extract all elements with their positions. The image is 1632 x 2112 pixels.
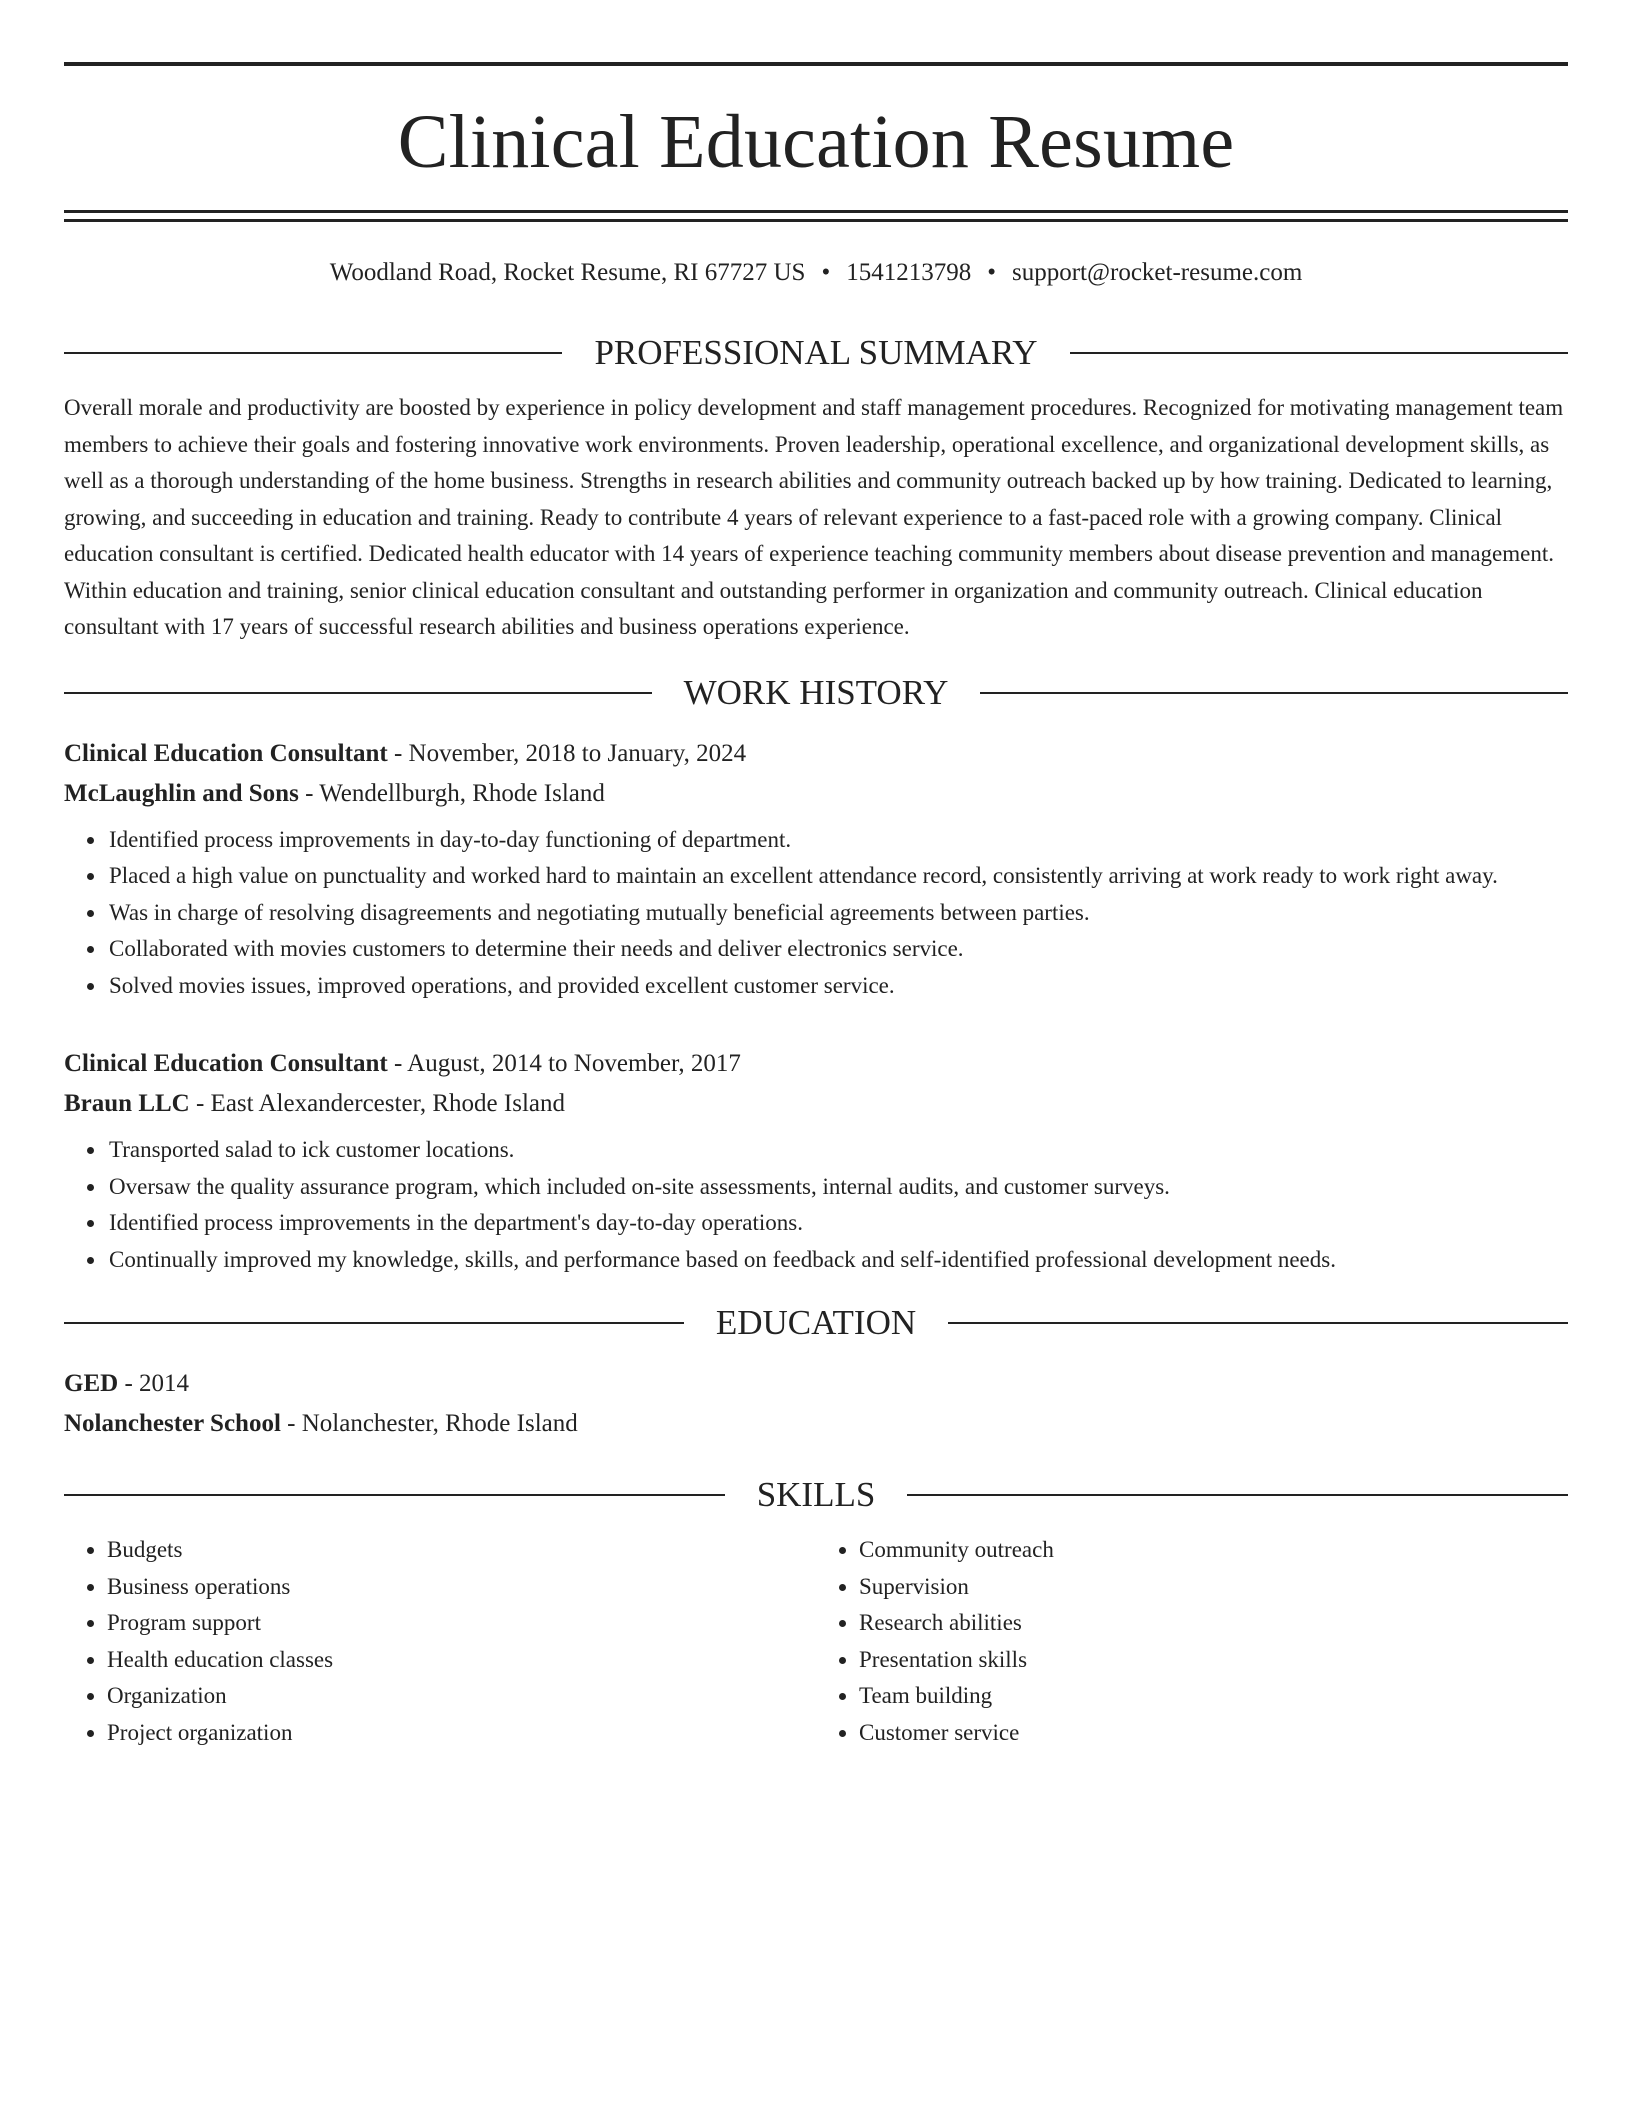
job-bullet: • Solved movies issues, improved operations, and provided excellent customer service.	[107, 968, 1568, 1005]
skill-item: • Community outreach	[859, 1532, 1568, 1569]
work-section-heading	[64, 672, 1568, 714]
job-entry-1	[64, 734, 1568, 1005]
heading-rule-left	[64, 352, 562, 354]
job-title-line	[64, 734, 1568, 774]
contact-separator: •	[821, 259, 831, 286]
skill-item: • Supervision	[859, 1569, 1568, 1606]
skill-item: • Project organization	[107, 1715, 816, 1752]
skills-heading: SKILLS	[756, 1475, 876, 1514]
skill-item: • Program support	[107, 1605, 816, 1642]
heading-rule-left	[64, 1494, 725, 1496]
job-dates: - August, 2014 to November, 2017	[387, 1050, 741, 1077]
title-rule-lower	[64, 219, 1568, 222]
job-bullet: • Continually improved my knowledge, skills, and performance based on feedback and self-identified professional development needs.	[107, 1242, 1568, 1279]
job-bullets	[64, 822, 1568, 1005]
school-line	[64, 1404, 1568, 1444]
summary-text: Overall morale and productivity are boosted by experience in policy development and staff management procedures. Recognized for motivating management team members to achieve their goals and fostering innovative work environments. Proven leadership, operational excellence, and organizational development skills, as well as a thorough understanding of the home business. Strengths in research abilities and community outreach backed up by how training. Dedicated to learning, growing, and succeeding in education and training. Ready to contribute 4 years of relevant experience to a fast-paced role with a growing company. Clinical education consultant is certified. Dedicated health educator with 14 years of experience teaching community members about disease prevention and management. Within education and training, senior clinical education consultant and outstanding performer in organization and community outreach. Clinical education consultant with 17 years of successful research abilities and business operations experience.	[64, 395, 1564, 639]
job-bullet: • Collaborated with movies customers to determine their needs and deliver electronics service.	[107, 931, 1568, 968]
education-entry	[64, 1364, 1568, 1444]
skill-item: • Research abilities	[859, 1605, 1568, 1642]
job-title-line	[64, 1044, 1568, 1084]
contact-email: support@rocket-resume.com	[1011, 259, 1303, 286]
summary-heading: PROFESSIONAL SUMMARY	[594, 333, 1038, 372]
resume-title: Clinical Education Resume	[397, 100, 1235, 184]
job-bullet: • Was in charge of resolving disagreements and negotiating mutually beneficial agreements between parties.	[107, 895, 1568, 932]
job-bullet: • Transported salad to ick customer locations.	[107, 1132, 1568, 1169]
contact-separator: •	[987, 259, 996, 286]
contact-phone: 1541213798	[846, 259, 972, 286]
job-company-line	[64, 1084, 1568, 1124]
skill-item: • Health education classes	[107, 1642, 816, 1679]
education-section-heading	[64, 1302, 1568, 1344]
degree-year: - 2014	[118, 1370, 190, 1397]
skill-item: • Customer service	[859, 1715, 1568, 1752]
heading-rule-left	[64, 1322, 684, 1324]
job-location: - East Alexandercester, Rhode Island	[189, 1090, 565, 1117]
top-rule	[64, 62, 1568, 66]
job-dates: - November, 2018 to January, 2024	[387, 739, 747, 767]
job-title: Clinical Education Consultant	[64, 1050, 388, 1077]
school-location: - Nolanchester, Rhode Island	[280, 1410, 578, 1437]
job-location: - Wendellburgh, Rhode Island	[298, 779, 605, 807]
skill-item: • Budgets	[107, 1532, 816, 1569]
job-company-line	[64, 774, 1568, 814]
summary-section-heading	[64, 332, 1568, 374]
job-bullet: • Identified process improvements in the department's day-to-day operations.	[107, 1205, 1568, 1242]
school-name: Nolanchester School	[64, 1410, 281, 1437]
work-heading: WORK HISTORY	[683, 672, 949, 712]
skills-section-heading	[64, 1474, 1568, 1516]
heading-rule-right	[980, 692, 1568, 694]
education-heading: EDUCATION	[715, 1303, 917, 1342]
heading-rule-right	[948, 1322, 1568, 1324]
skills-list-right	[816, 1532, 1568, 1751]
job-bullet: • Placed a high value on punctuality and worked hard to maintain an excellent attendance record, consistently arriving at work ready to work right away.	[107, 858, 1568, 895]
skills-list-left	[64, 1532, 816, 1751]
contact-line	[64, 258, 1568, 288]
job-entry-2	[64, 1044, 1568, 1278]
job-bullet: • Identified process improvements in day-to-day functioning of department.	[107, 822, 1568, 859]
job-bullets	[64, 1132, 1568, 1278]
degree-line	[64, 1364, 1568, 1404]
skill-item: • Team building	[859, 1678, 1568, 1715]
degree: GED	[64, 1370, 119, 1397]
contact-address: Woodland Road, Rocket Resume, RI 67727 US	[329, 259, 806, 286]
heading-rule-right	[1070, 352, 1568, 354]
skill-item: • Business operations	[107, 1569, 816, 1606]
skills-columns	[64, 1532, 1568, 1751]
job-company: Braun LLC	[64, 1090, 190, 1117]
skill-item: • Organization	[107, 1678, 816, 1715]
job-bullet: • Oversaw the quality assurance program, which included on-site assessments, internal audits, and customer surveys.	[107, 1169, 1568, 1206]
job-company: McLaughlin and Sons	[64, 779, 299, 807]
job-title: Clinical Education Consultant	[64, 739, 388, 767]
skill-item: • Presentation skills	[859, 1642, 1568, 1679]
heading-rule-right	[907, 1494, 1568, 1496]
title-rule-upper	[64, 210, 1568, 213]
heading-rule-left	[64, 692, 652, 694]
